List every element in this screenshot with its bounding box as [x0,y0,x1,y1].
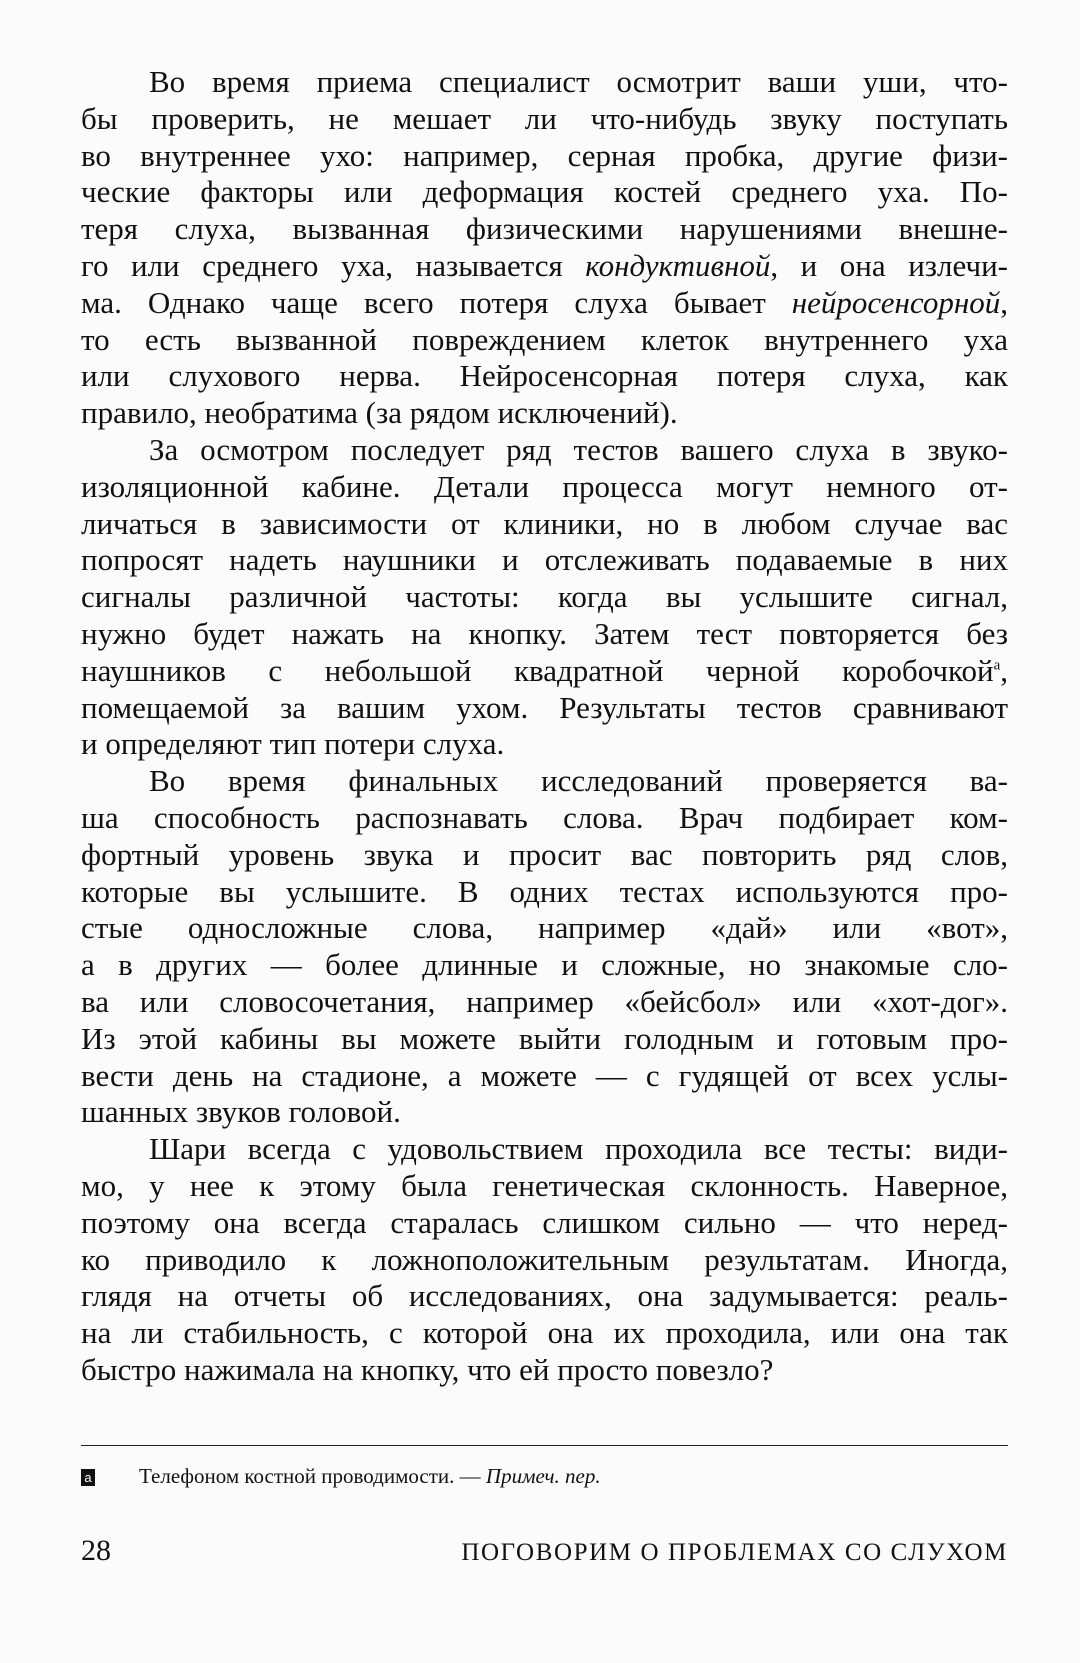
text-line: изоляционной кабине. Детали процесса могут немного от- [81,468,1008,504]
footnote-rule [81,1445,1008,1446]
text-line: стые односложные слова, например «дай» или «вот», [81,910,1008,946]
text-line: а в других — более длинные и сложные, но знакомые сло- [81,947,1008,983]
paragraph-1 [81,64,1008,432]
paragraph-3 [81,763,1008,1131]
text-line: Шари всегда с удовольствием проходила все тесты: види- [149,1131,1008,1167]
text-line: и определяют тип потери слуха. [81,726,505,762]
text-line: ма. Однако чаще всего потеря слуха бывает нейросенсорной, [81,284,1008,320]
text-line: За осмотром последует ряд тестов вашего слуха в звуко- [149,431,1008,467]
text-line: мо, у нее к этому была генетическая склонность. Наверное, [81,1167,1008,1203]
paragraph-2 [81,432,1008,763]
text-line: ческие факторы или деформация костей среднего уха. По- [81,174,1008,210]
body-text [81,64,1008,1389]
text-line: помещаемой за вашим ухом. Результаты тестов сравнивают [81,689,1008,725]
text-line: ко приводило к ложноположительным результатам. Иногда, [81,1241,1008,1277]
text-line: на ли стабильность, с которой она их проходила, или она так [81,1315,1008,1351]
text-line: бы проверить, не мешает ли что-нибудь звуку поступать [81,100,1008,136]
text-line: шанных звуков головой. [81,1094,401,1130]
footnote-note-label: Примеч. пер. [485,1464,601,1488]
text-line: наушников с небольшой квадратной черной коробочкой$^a$, [81,652,1008,688]
page-number: 28 [81,1534,111,1567]
paragraph-4 [81,1131,1008,1389]
text-line: сигналы различной частоты: когда вы услышите сигнал, [81,579,1008,615]
text-line: глядя на отчеты об исследованиях, она задумывается: реаль- [81,1278,1008,1314]
text-line: фортный уровень звука и просит вас повторить ряд слов, [81,836,1008,872]
text-line: вести день на стадионе, а можете — с гудящей от всех услы- [81,1057,1008,1093]
footnote-marker: a [81,1469,95,1486]
running-head: ПОГОВОРИМ О ПРОБЛЕМАХ СО СЛУХОМ [461,1539,1008,1566]
text-line: попросят надеть наушники и отслеживать подаваемые в них [81,542,1008,578]
text-line: или слухового нерва. Нейросенсорная потеря слуха, как [81,358,1008,394]
text-line: то есть вызванной повреждением клеток внутреннего уха [81,321,1008,357]
footnote-text: Телефоном костной проводимости. — [139,1464,486,1488]
text-line: ва или словосочетания, например «бейсбол» или «хот-дог». [81,983,1008,1019]
text-line: го или среднего уха, называется кондуктивной, и она излечи- [81,247,1008,283]
text-line: Из этой кабины вы можете выйти голодным и готовым про- [81,1020,1008,1056]
text-line: личаться в зависимости от клиники, но в любом случае вас [81,505,1008,541]
text-line: поэтому она всегда старалась слишком сильно — что неред- [81,1204,1008,1240]
text-line: быстро нажимала на кнопку, что ей просто повезло? [81,1351,774,1387]
text-line: правило, необратима (за рядом исключений). [81,395,678,431]
text-line: теря слуха, вызванная физическими нарушениями внешне- [81,211,1008,247]
text-line: нужно будет нажать на кнопку. Затем тест повторяется без [81,615,1008,651]
text-line: которые вы услышите. В одних тестах используются про- [81,873,1008,909]
text-line: Во время приема специалист осмотрит ваши уши, что- [149,64,1008,99]
text-line: ша способность распознавать слова. Врач подбирает ком- [81,799,1008,835]
footnote [81,1463,601,1489]
text-line: Во время финальных исследований проверяется ва- [149,763,1008,799]
text-line: во внутреннее ухо: например, серная пробка, другие физи- [81,137,1008,173]
